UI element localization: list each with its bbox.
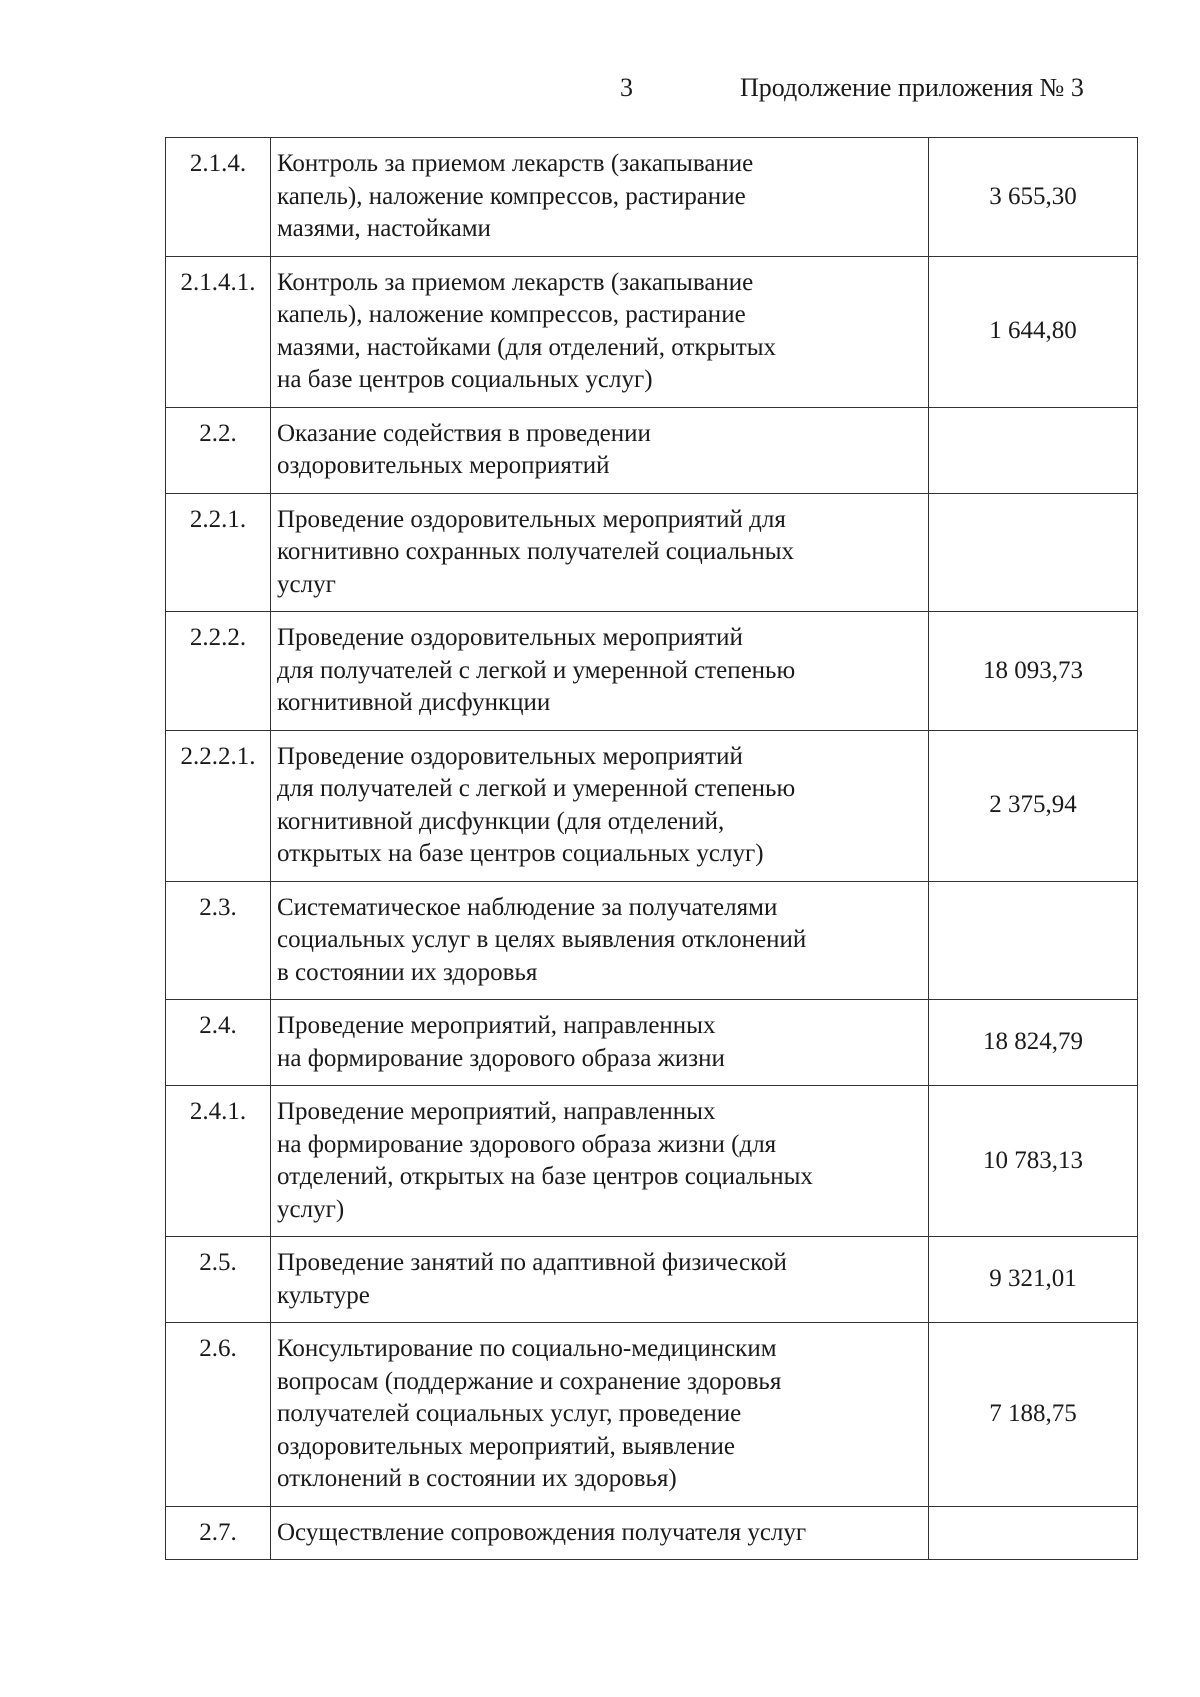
service-price xyxy=(929,881,1138,1000)
service-name-line: Оказание содействия в проведении xyxy=(277,419,651,447)
service-number: 2.7. xyxy=(166,1506,271,1560)
service-price xyxy=(929,407,1138,493)
service-name-line: когнитивной дисфункции (для отделений, xyxy=(277,807,725,835)
table-row xyxy=(166,1086,1138,1237)
service-number: 2.2. xyxy=(166,407,271,493)
service-name-line: когнитивной дисфункции xyxy=(277,689,551,716)
service-number: 2.6. xyxy=(166,1323,271,1507)
service-name-line: Систематическое наблюдение за получателями xyxy=(277,893,778,921)
service-name-line: на формирование здорового образа жизни xyxy=(277,1044,725,1072)
service-price: 9 321,01 xyxy=(929,1237,1138,1323)
service-name-line: вопросам (поддержание и сохранение здоровья xyxy=(277,1367,782,1395)
table-row xyxy=(166,138,1138,257)
service-name-line: капель), наложение компрессов, растирание xyxy=(277,301,746,328)
service-name-line: Осуществление сопровождения получателя услуг xyxy=(277,1518,807,1546)
service-name-line: мазями, настойками xyxy=(277,215,491,242)
service-name-line: на формирование здорового образа жизни (для xyxy=(277,1130,777,1158)
table-row xyxy=(166,1323,1138,1507)
table-row xyxy=(166,256,1138,407)
service-number: 2.1.4.1. xyxy=(166,256,271,407)
service-name-line: Контроль за приемом лекарств (закапывание xyxy=(277,268,754,296)
service-name xyxy=(271,256,929,407)
service-price xyxy=(929,1506,1138,1560)
appendix-continuation-note: Продолжение приложения № 3 xyxy=(740,73,1084,102)
service-name-line: получателей социальных услуг, проведение xyxy=(277,1400,742,1427)
services-price-table xyxy=(165,137,1138,1560)
table-row xyxy=(166,1506,1138,1560)
service-price: 18 093,73 xyxy=(929,612,1138,731)
service-name-line: для получателей с легкой и умеренной степенью xyxy=(277,775,796,802)
service-name-line: услуг xyxy=(277,570,336,598)
table-body xyxy=(166,138,1138,1560)
service-name xyxy=(271,1506,929,1560)
table-row xyxy=(166,407,1138,493)
service-name xyxy=(271,407,929,493)
service-name-line: капель), наложение компрессов, растирание xyxy=(277,182,746,210)
service-number: 2.1.4. xyxy=(166,138,271,257)
table-row xyxy=(166,881,1138,1000)
service-name-line: Проведение оздоровительных мероприятий xyxy=(277,742,743,770)
service-name-line: мазями, настойками (для отделений, открытых xyxy=(277,333,776,361)
service-name xyxy=(271,612,929,731)
service-number: 2.2.1. xyxy=(166,493,271,612)
service-number: 2.4.1. xyxy=(166,1086,271,1237)
service-name xyxy=(271,1237,929,1323)
service-name-line: Проведение оздоровительных мероприятий для xyxy=(277,505,786,533)
service-number: 2.5. xyxy=(166,1237,271,1323)
service-name xyxy=(271,881,929,1000)
service-name-line: услуг) xyxy=(277,1195,345,1223)
service-name-line: отделений, открытых на базе центров социальных xyxy=(277,1163,813,1190)
service-name-line: для получателей с легкой и умеренной степенью xyxy=(277,656,796,684)
service-name-line: Проведение оздоровительных мероприятий xyxy=(277,624,743,651)
service-number: 2.3. xyxy=(166,881,271,1000)
service-name-line: Проведение мероприятий, направленных xyxy=(277,1098,716,1125)
service-name xyxy=(271,1000,929,1086)
service-price xyxy=(929,493,1138,612)
service-name-line: Консультирование по социально-медицинским xyxy=(277,1335,777,1362)
service-name xyxy=(271,1086,929,1237)
service-price: 10 783,13 xyxy=(929,1086,1138,1237)
service-number: 2.2.2. xyxy=(166,612,271,731)
service-name xyxy=(271,1323,929,1507)
service-name-line: на базе центров социальных услуг) xyxy=(277,366,653,393)
service-price: 18 824,79 xyxy=(929,1000,1138,1086)
service-number: 2.4. xyxy=(166,1000,271,1086)
service-name xyxy=(271,493,929,612)
page-number: 3 xyxy=(620,73,633,102)
service-name-line: Контроль за приемом лекарств (закапывание xyxy=(277,150,754,177)
table-row xyxy=(166,1237,1138,1323)
service-name-line: когнитивно сохранных получателей социальных xyxy=(277,538,794,565)
service-name-line: Проведение мероприятий, направленных xyxy=(277,1012,716,1039)
service-price: 2 375,94 xyxy=(929,730,1138,881)
table-row xyxy=(166,730,1138,881)
service-number: 2.2.2.1. xyxy=(166,730,271,881)
service-price: 3 655,30 xyxy=(929,138,1138,257)
table-row xyxy=(166,612,1138,731)
table-row xyxy=(166,493,1138,612)
service-name-line: в состоянии их здоровья xyxy=(277,958,538,986)
service-name-line: культуре xyxy=(277,1281,370,1309)
table-row xyxy=(166,1000,1138,1086)
service-name-line: оздоровительных мероприятий xyxy=(277,452,610,479)
service-name xyxy=(271,730,929,881)
service-name-line: отклонений в состоянии их здоровья) xyxy=(277,1465,677,1492)
service-name-line: открытых на базе центров социальных услуг) xyxy=(277,840,764,867)
service-name xyxy=(271,138,929,257)
service-name-line: социальных услуг в целях выявления отклонений xyxy=(277,926,807,953)
service-price: 1 644,80 xyxy=(929,256,1138,407)
service-price: 7 188,75 xyxy=(929,1323,1138,1507)
service-name-line: Проведение занятий по адаптивной физической xyxy=(277,1249,787,1276)
service-name-line: оздоровительных мероприятий, выявление xyxy=(277,1432,736,1460)
